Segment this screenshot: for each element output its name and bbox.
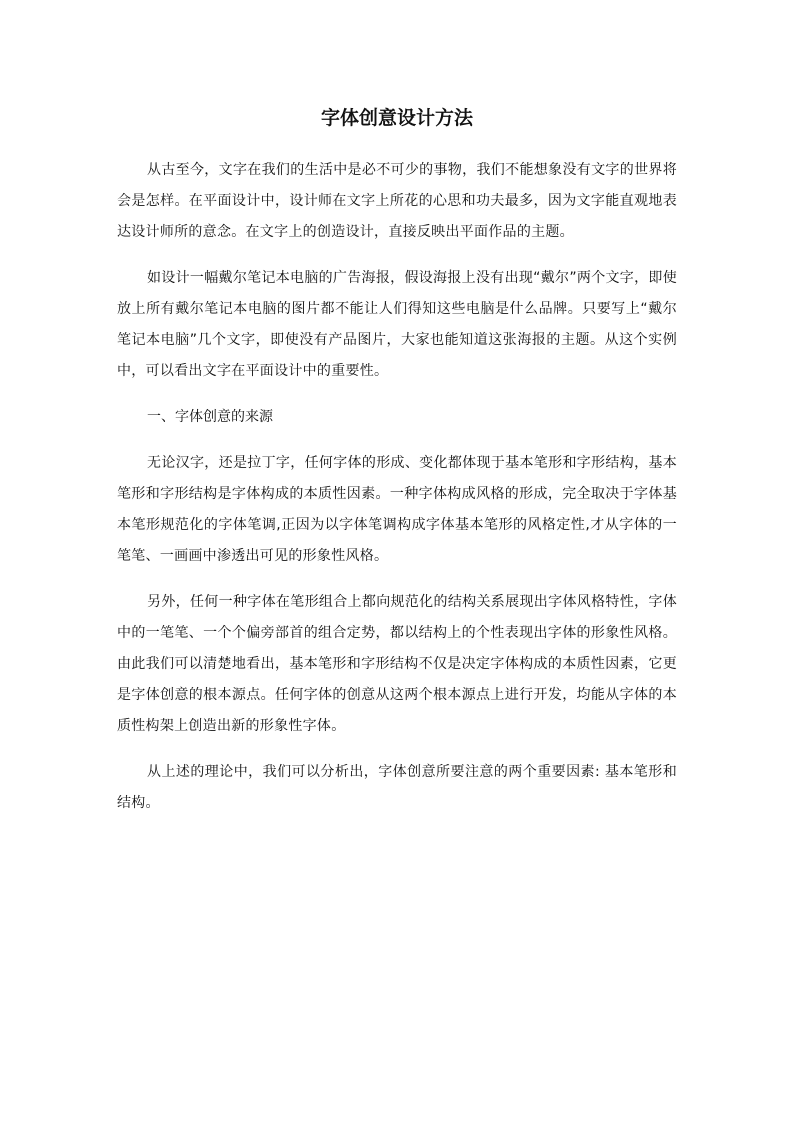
section-heading-font-origin: 一、字体创意的来源 <box>147 409 273 425</box>
paragraph-style-characteristics: 另外，任何一种字体在笔形组合上都向规范化的结构关系展现出字体风格特性，字体中的一笔笔、一个个偏旁部首的组合定势，都以结构上的个性表现出字体的形象性风格。由此我们可以清楚地看出，基本笔形和字形结构不仅是决定字体构成的本质性因素，它更是字体创意的根本源点。任何字体的创意从这两个根本源点上进行开发，均能从字体的本质性构架上创造出新的形象性字体。 <box>117 594 677 734</box>
paragraph-conclusion: 从上述的理论中，我们可以分析出，字体创意所要注意的两个重要因素: 基本笔形和结构。 <box>117 764 677 811</box>
paragraph-dell-example: 如设计一幅戴尔笔记本电脑的广告海报，假设海报上没有出现“戴尔”两个文字，即使放上所有戴尔笔记本电脑的图片都不能让人们得知这些电脑是什么品牌。只要写上“戴尔笔记本电脑”几个文字，即使没有产品图片，大家也能知道这张海报的主题。从这个实例中，可以看出文字在平面设计中的重要性。 <box>117 270 677 379</box>
paragraph-stroke-structure: 无论汉字，还是拉丁字，任何字体的形成、变化都体现于基本笔形和字形结构，基本笔形和字形结构是字体构成的本质性因素。一种字体构成风格的形成，完全取决于字体基本笔形规范化的字体笔调,正因为以字体笔调构成字体基本笔形的风格定性,才从字体的一笔笔、一画画中渗透出可见的形象性风格。 <box>117 455 677 564</box>
paragraph-intro: 从古至今，文字在我们的生活中是必不可少的事物，我们不能想象没有文字的世界将会是怎样。在平面设计中，设计师在文字上所花的心思和功夫最多，因为文字能直观地表达设计师所的意念。在文字上的创造设计，直接反映出平面作品的主题。 <box>117 162 677 240</box>
document-title: 字体创意设计方法 <box>320 107 473 129</box>
document-body <box>117 155 677 834</box>
